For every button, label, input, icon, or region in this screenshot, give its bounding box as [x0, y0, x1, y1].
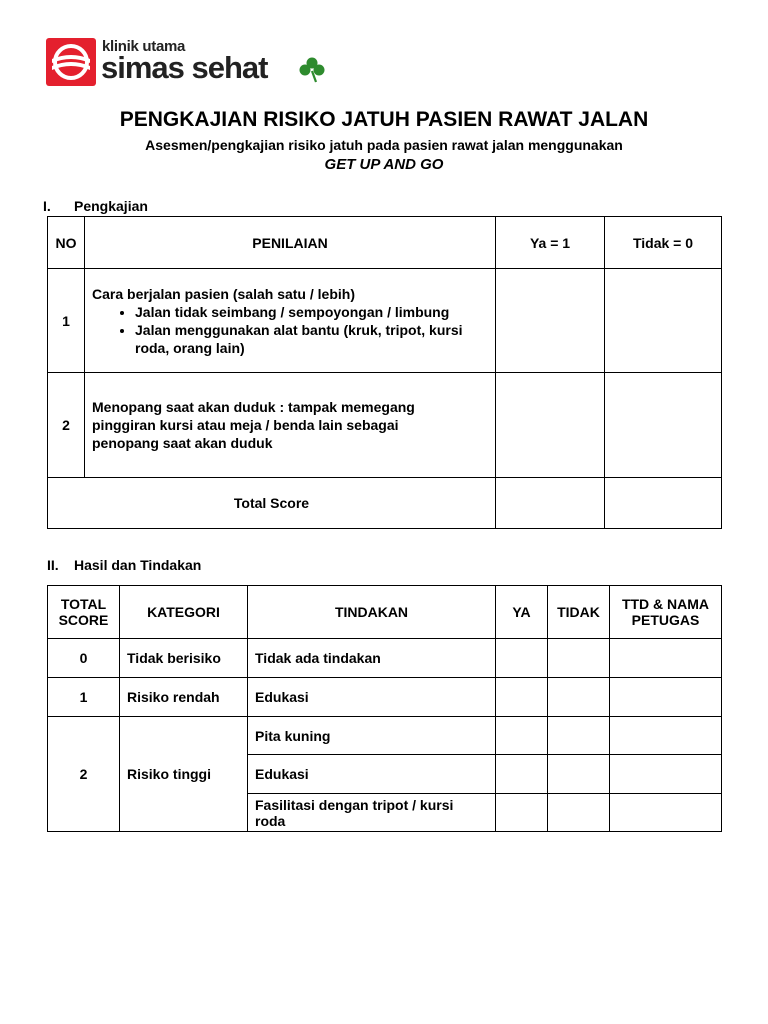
kategori-value: Tidak berisiko — [120, 639, 248, 678]
table-row — [48, 717, 722, 755]
score-value: 2 — [48, 717, 120, 832]
header-ya: YA — [496, 586, 548, 639]
header-tidak: TIDAK — [548, 586, 610, 639]
header-penilaian: PENILAIAN — [85, 217, 496, 269]
tindakan-value: Edukasi — [248, 755, 496, 794]
criterion-cell — [85, 373, 496, 478]
section-2-number: II. — [47, 557, 59, 573]
result-table — [47, 585, 722, 832]
ya-checkbox-cell[interactable] — [496, 639, 548, 678]
table-header-row — [48, 586, 722, 639]
header-tidak: Tidak = 0 — [605, 217, 722, 269]
section-2-title: Hasil dan Tindakan — [74, 557, 202, 573]
header-ttd-nama-petugas: TTD & NAMA PETUGAS — [610, 586, 722, 639]
total-score-label: Total Score — [48, 478, 496, 529]
ya-checkbox-cell[interactable] — [496, 373, 605, 478]
ya-checkbox-cell[interactable] — [496, 678, 548, 717]
ya-checkbox-cell[interactable] — [496, 755, 548, 794]
criterion-text: Cara berjalan pasien (salah satu / lebih) — [92, 285, 355, 302]
simas-logo-icon — [46, 38, 96, 86]
section-2-heading — [47, 557, 201, 573]
header-tindakan: TINDAKAN — [248, 586, 496, 639]
assessment-table — [47, 216, 722, 529]
score-value: 0 — [48, 639, 120, 678]
table-row — [48, 678, 722, 717]
score-value: 1 — [48, 678, 120, 717]
ya-checkbox-cell[interactable] — [496, 794, 548, 832]
page-subtitle: Asesmen/pengkajian risiko jatuh pada pasien rawat jalan menggunakan — [145, 137, 623, 153]
logo-big-text: simas sehat — [101, 50, 268, 85]
kategori-value: Risiko tinggi — [120, 717, 248, 832]
tindakan-value: Pita kuning — [248, 717, 496, 755]
table-header-row — [48, 217, 722, 269]
header-total-score: TOTAL SCORE — [48, 586, 120, 639]
clinic-logo — [46, 38, 336, 90]
total-tidak-cell[interactable] — [605, 478, 722, 529]
table-row — [48, 373, 722, 478]
row-number: 1 — [48, 269, 85, 373]
criterion-bullets — [92, 303, 495, 357]
table-row — [48, 269, 722, 373]
kategori-value: Risiko rendah — [120, 678, 248, 717]
tidak-checkbox-cell[interactable] — [548, 794, 610, 832]
bullet-item: • Jalan tidak seimbang / sempoyongan / limbung — [135, 303, 495, 321]
section-1-title: Pengkajian — [74, 198, 148, 214]
criterion-text: Menopang saat akan duduk : tampak memegang pinggiran kursi atau meja / benda lain sebagai penopang saat akan duduk — [92, 399, 415, 451]
header-ya: Ya = 1 — [496, 217, 605, 269]
method-name: GET UP AND GO — [324, 156, 444, 173]
header-kategori: KATEGORI — [120, 586, 248, 639]
signature-cell[interactable] — [610, 678, 722, 717]
tidak-checkbox-cell[interactable] — [605, 269, 722, 373]
signature-cell[interactable] — [610, 755, 722, 794]
tidak-checkbox-cell[interactable] — [548, 678, 610, 717]
tidak-checkbox-cell[interactable] — [548, 717, 610, 755]
total-row — [48, 478, 722, 529]
tidak-checkbox-cell[interactable] — [605, 373, 722, 478]
tidak-checkbox-cell[interactable] — [548, 639, 610, 678]
bullet-item: • Jalan menggunakan alat bantu (kruk, tripot, kursi roda, orang lain) — [135, 321, 495, 357]
criterion-cell — [85, 269, 496, 373]
header-no: NO — [48, 217, 85, 269]
logo-small-text: klinik utama — [102, 38, 186, 55]
tindakan-value: Edukasi — [248, 678, 496, 717]
tindakan-value: Tidak ada tindakan — [248, 639, 496, 678]
table-row — [48, 639, 722, 678]
tindakan-value: Fasilitasi dengan tripot / kursi roda — [248, 794, 496, 832]
tidak-checkbox-cell[interactable] — [548, 755, 610, 794]
section-1-heading — [43, 198, 148, 214]
signature-cell[interactable] — [610, 717, 722, 755]
ya-checkbox-cell[interactable] — [496, 717, 548, 755]
signature-cell[interactable] — [610, 794, 722, 832]
total-ya-cell[interactable] — [496, 478, 605, 529]
row-number: 2 — [48, 373, 85, 478]
section-1-number: I. — [43, 198, 51, 214]
signature-cell[interactable] — [610, 639, 722, 678]
clover-icon — [298, 56, 326, 84]
page-title: PENGKAJIAN RISIKO JATUH PASIEN RAWAT JALAN — [119, 108, 649, 131]
ya-checkbox-cell[interactable] — [496, 269, 605, 373]
